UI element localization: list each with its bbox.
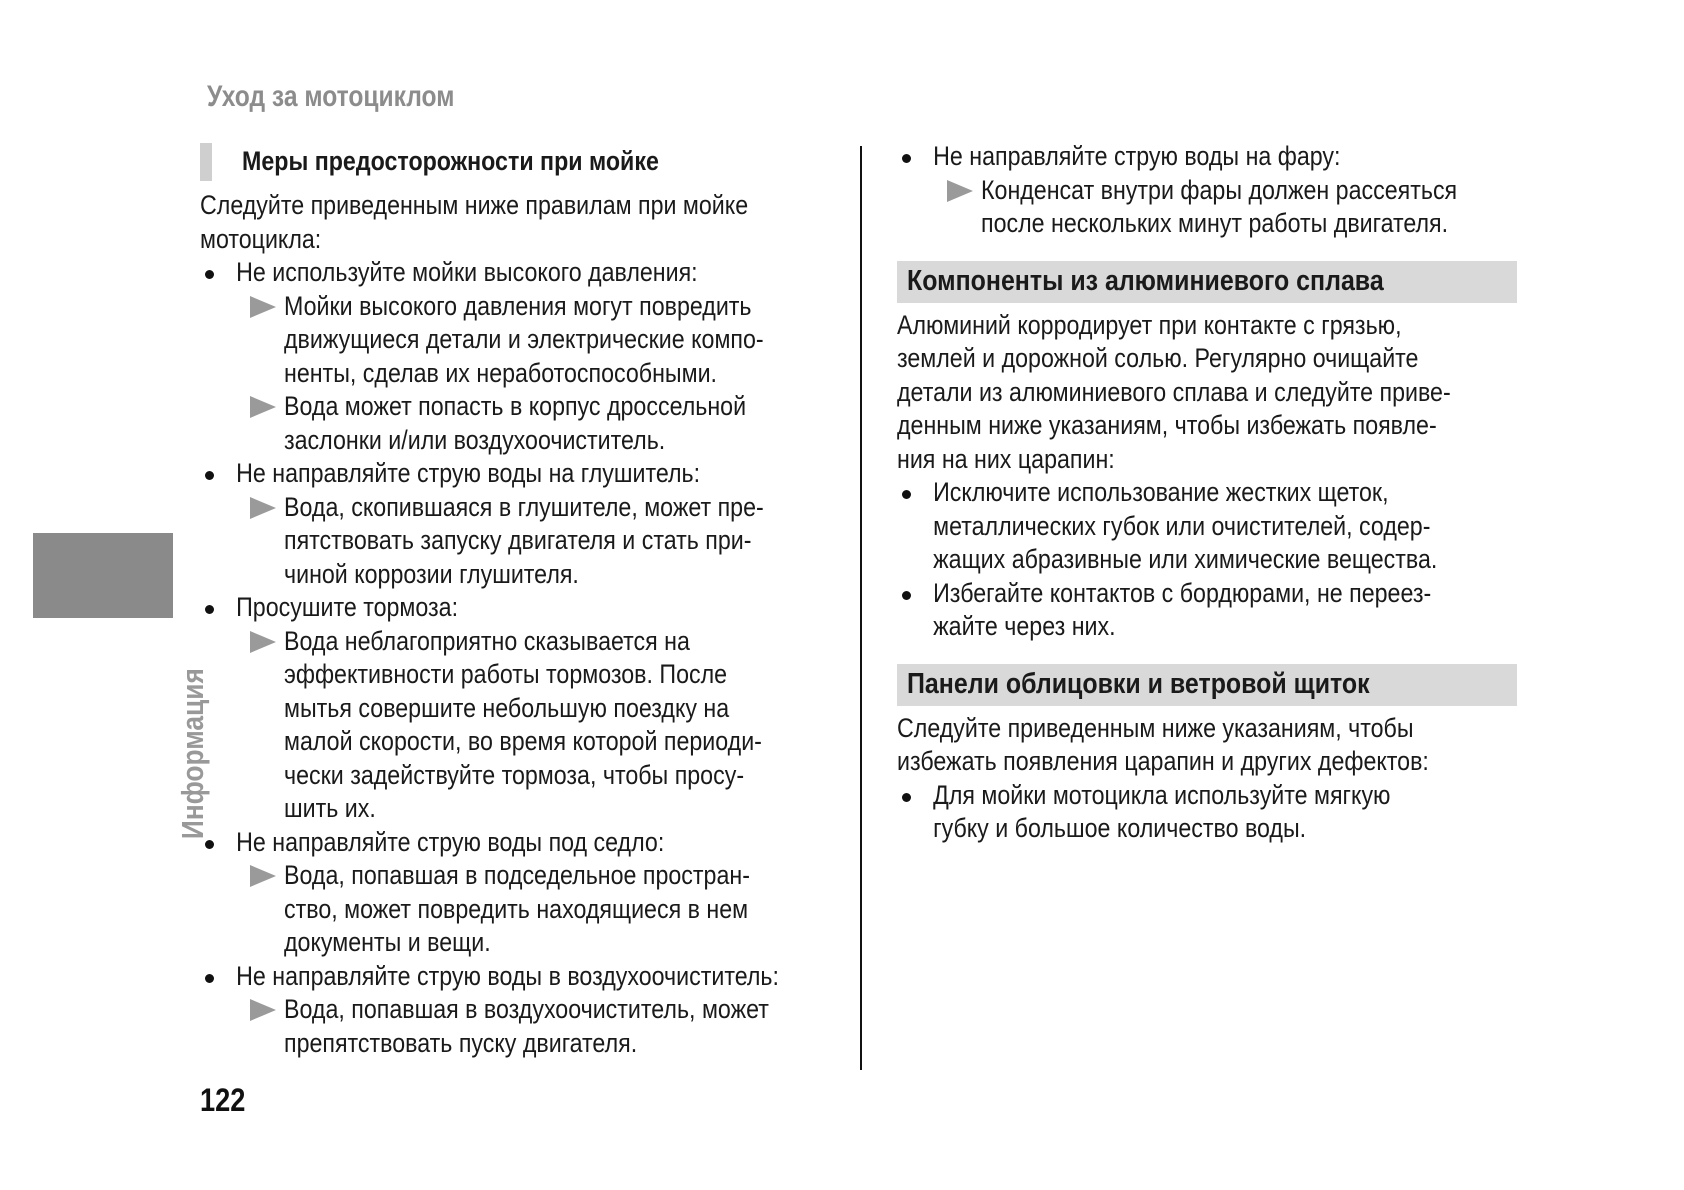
list-item: Не направляйте струю воды под седло: <box>200 826 906 860</box>
note-arrow-icon <box>250 497 276 519</box>
panels-paragraph: Следуйте приведенным ниже указаниям, чтобы избежать появления царапин и других дефектов: <box>897 712 1429 776</box>
note: Вода, попавшая в воздухоочиститель, может препятствовать пуску двигателя. <box>200 993 990 1060</box>
list-item: Просушите тормоза: <box>200 591 906 625</box>
list-item: Не направляйте струю воды на фару: <box>897 140 1603 174</box>
note-arrow-icon <box>250 296 276 318</box>
list-item: Избегайте контактов с бордюрами, не переез- жайте через них. <box>897 577 1603 644</box>
list-item: Для мойки мотоцикла используйте мягкую губку и большое количество воды. <box>897 779 1603 846</box>
note: Вода, попавшая в подседельное простран- ство, может повредить находящиеся в нем документы и вещи. <box>200 859 990 960</box>
side-tab-block <box>33 533 173 618</box>
note-arrow-icon <box>250 999 276 1021</box>
heading-marker <box>200 143 212 181</box>
list-item: Исключите использование жестких щеток, металлических губок или очистителей, содер- жащих абразивные или химические вещества. <box>897 476 1603 577</box>
note: Мойки высокого давления могут повредить движущиеся детали и электрические компо- ненты, сделав их неработоспособными. <box>200 290 990 391</box>
note: Вода неблагоприятно сказывается на эффективности работы тормозов. После мытья совершите небольшую поездку на малой скорости, во время которой периоди- чески задействуйте тормоза, чтобы просу- шить их. <box>200 625 990 826</box>
note: Конденсат внутри фары должен рассеяться после нескольких минут работы двигателя. <box>897 174 1684 241</box>
note-arrow-icon <box>250 865 276 887</box>
washing-precautions-heading <box>200 143 900 181</box>
heading-text: Меры предосторожности при мойке <box>242 146 659 176</box>
note: Вода, скопившаяся в глушителе, может пре- пятствовать запуску двигателя и стать при- чиной коррозии глушителя. <box>200 491 990 592</box>
aluminium-components-heading: Компоненты из алюминиевого сплава <box>897 261 1517 303</box>
right-column <box>897 140 1577 846</box>
list-item: Не используйте мойки высокого давления: <box>200 256 906 290</box>
aluminium-paragraph: Алюминий корродирует при контакте с грязью, землей и дорожной солью. Регулярно очищайте детали из алюминиевого сплава и следуйте приве- денным ниже указаниям, чтобы избежать появле- ния на них царапин: <box>897 309 1451 474</box>
list-item: Не направляйте струю воды на глушитель: <box>200 457 906 491</box>
note-arrow-icon <box>947 180 973 202</box>
side-tab-label: Информация <box>175 668 210 840</box>
left-column <box>200 143 900 1060</box>
page-number: 122 <box>200 1082 246 1118</box>
list-item: Не направляйте струю воды в воздухоочиститель: <box>200 960 906 994</box>
panels-windshield-heading: Панели облицовки и ветровой щиток <box>897 664 1517 706</box>
note-arrow-icon <box>250 631 276 653</box>
intro-paragraph: Следуйте приведенным ниже правилам при мойке мотоцикла: <box>200 190 749 254</box>
note: Вода может попасть в корпус дроссельной заслонки и/или воздухоочиститель. <box>200 390 990 457</box>
section-header: Уход за мотоциклом <box>207 80 455 113</box>
note-arrow-icon <box>250 396 276 418</box>
